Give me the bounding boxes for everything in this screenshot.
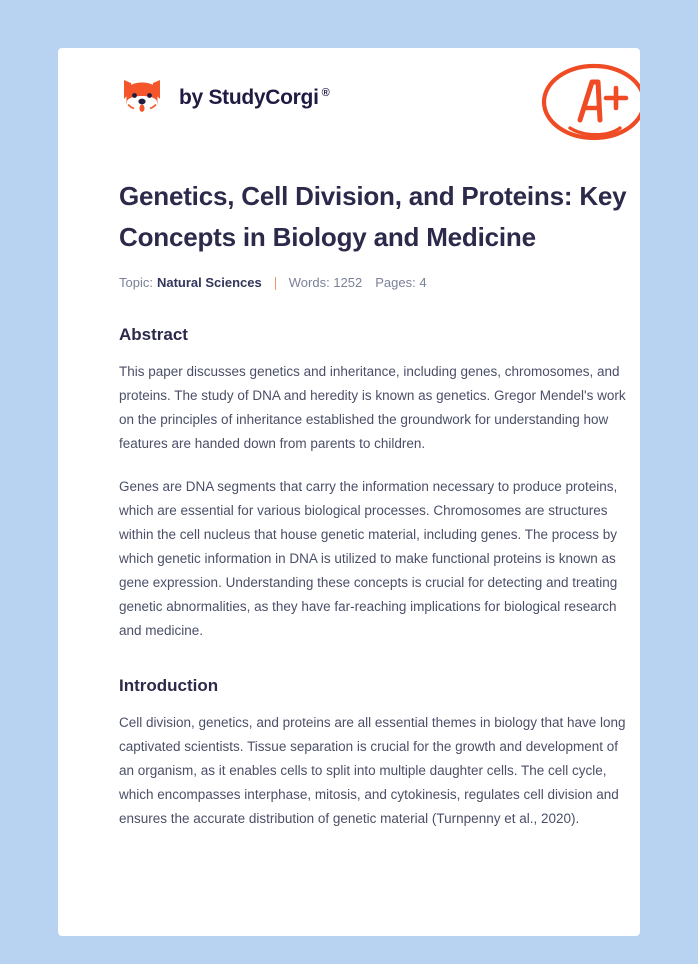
abstract-paragraph-2: Genes are DNA segments that carry the information necessary to produce proteins, which are essential for various biological processes. Chromosomes are structures within the cell nucleus that house genetic material, including genes. The process by which genetic information in DNA is utilized to make functional proteins is known as gene expression. Understanding these concepts is crucial for detecting and treating genetic abnormalities, as they have far-reaching implications for biological research and medicine. bbox=[119, 479, 618, 638]
studycorgi-brand[interactable] bbox=[119, 74, 329, 120]
topic-label: Topic: bbox=[119, 275, 153, 290]
words-count: Words: 1252 bbox=[288, 275, 363, 290]
page-title: Genetics, Cell Division, and Proteins: Key Concepts in Biology and Medicine bbox=[119, 181, 627, 252]
pages-count: Pages: 4 bbox=[375, 275, 427, 290]
topic-link[interactable]: Natural Sciences bbox=[156, 275, 262, 290]
document-page bbox=[58, 48, 640, 936]
brand-name: by StudyCorgi ® bbox=[179, 85, 330, 109]
section-heading-introduction: Introduction bbox=[119, 676, 219, 695]
document-meta bbox=[119, 274, 631, 292]
a-plus-grade-icon bbox=[536, 58, 640, 148]
abstract-paragraph-1: This paper discusses genetics and inheritance, including genes, chromosomes, and proteins. The study of DNA and heredity is known as genetics. Gregor Mendel's work on the principles of inheritance established the groundwork for understanding how features are handed down from parents to children. bbox=[119, 364, 626, 451]
corgi-head-icon bbox=[119, 74, 165, 120]
meta-separator bbox=[275, 277, 276, 290]
introduction-paragraph-1: Cell division, genetics, and proteins are all essential themes in biology that have long captivated scientists. Tissue separation is crucial for the growth and development of an organism, as it enables cells to split into multiple daughter cells. The cell cycle, which encompasses interphase, mitosis, and cytokinesis, regulates cell division and ensures the accurate distribution of genetic material (Turnpenny et al., 2020). bbox=[119, 715, 626, 826]
registered-trademark-icon: ® bbox=[321, 86, 330, 99]
page-header bbox=[58, 48, 640, 158]
section-heading-abstract: Abstract bbox=[119, 325, 188, 344]
document-content bbox=[119, 176, 631, 831]
